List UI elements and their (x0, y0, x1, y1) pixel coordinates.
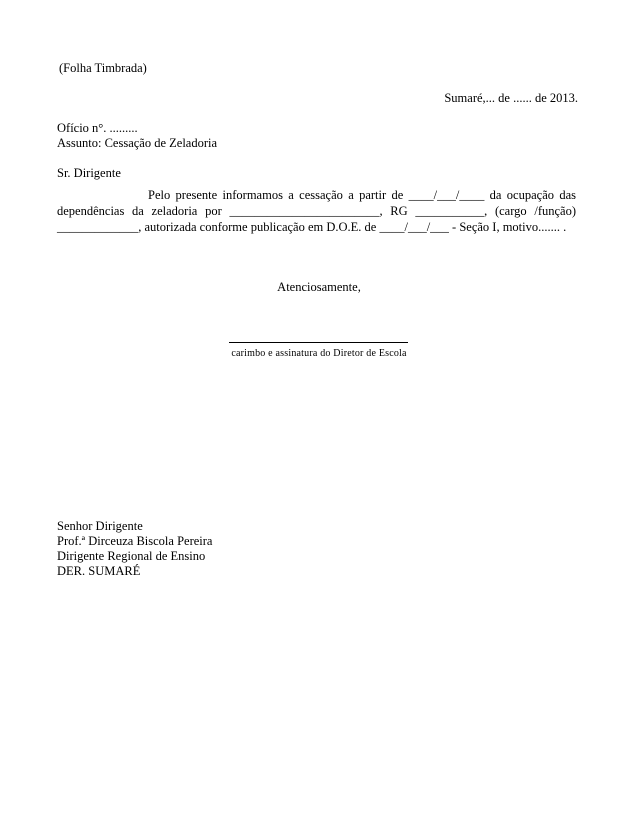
letterhead-placeholder: (Folha Timbrada) (59, 61, 147, 75)
addressee-office: DER. SUMARÉ (57, 564, 141, 578)
addressee-name: Prof.ª Dirceuza Biscola Pereira (57, 534, 213, 548)
oficio-number: Ofício n°. ......... (57, 121, 138, 135)
addressee-title: Senhor Dirigente (57, 519, 143, 533)
closing: Atenciosamente, (277, 280, 361, 294)
addressee-role: Dirigente Regional de Ensino (57, 549, 206, 563)
signature-line (229, 342, 408, 343)
body-line-3: _____________, autorizada conforme publicação em D.O.E. de ____/___/___ - Seção I, motivo....... . (57, 220, 567, 234)
body-line-2: dependências da zeladoria por ________________________, RG ___________, (cargo /função) (57, 204, 576, 218)
date-line: Sumaré,... de ...... de 2013. (444, 91, 578, 105)
subject-line: Assunto: Cessação de Zeladoria (57, 136, 218, 150)
salutation: Sr. Dirigente (57, 166, 121, 180)
body-line-1: Pelo presente informamos a cessação a partir de ____/___/____ da ocupação das (148, 188, 576, 202)
body-paragraph (57, 187, 576, 235)
signature-caption: carimbo e assinatura do Diretor de Escola (231, 348, 407, 359)
